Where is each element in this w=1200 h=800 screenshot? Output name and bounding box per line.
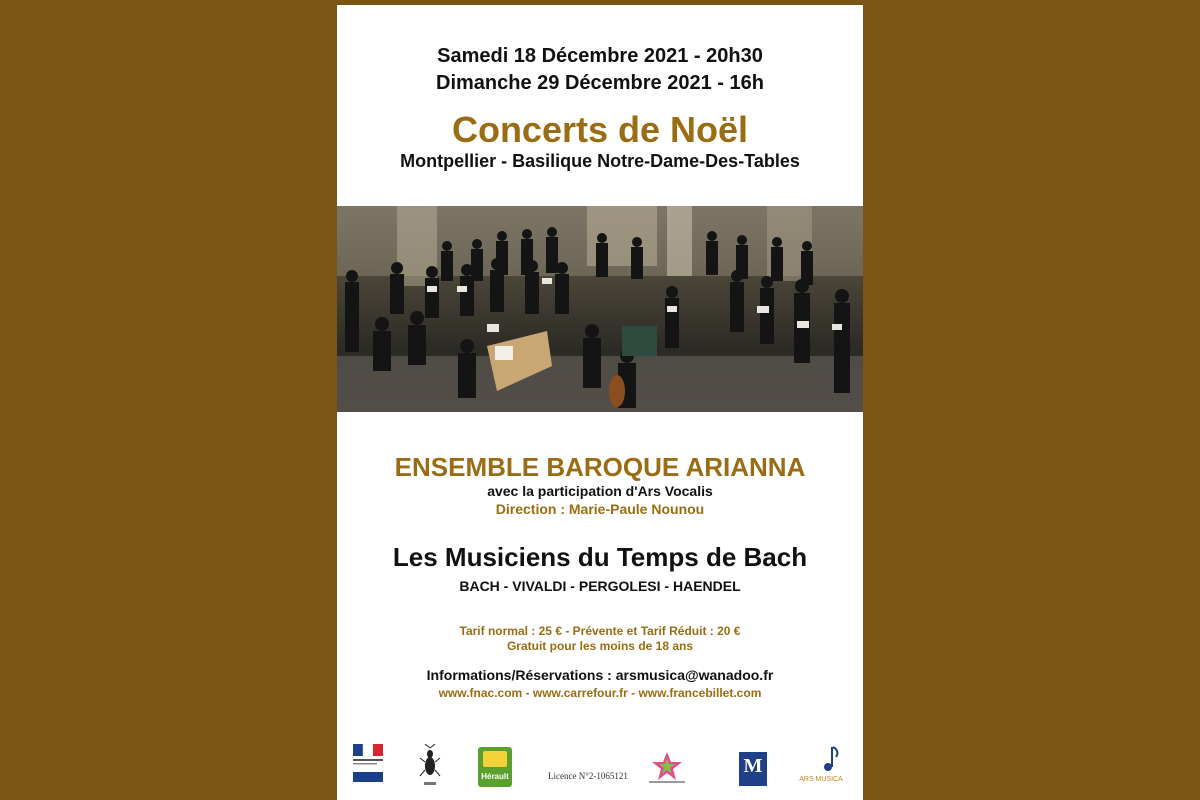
program-title: Les Musiciens du Temps de Bach — [392, 542, 808, 572]
herault-logo — [478, 747, 512, 787]
french-republic-logo — [353, 744, 383, 789]
montpellier-m-letter: M — [743, 755, 763, 777]
montpellier-metropole-logo — [647, 750, 687, 791]
insect-logo — [419, 744, 441, 797]
herault-label: Hérault — [481, 772, 509, 781]
choir-photo — [337, 206, 863, 412]
ensemble-name: ENSEMBLE BAROQUE ARIANNA — [394, 452, 806, 482]
event-title: Concerts de Noël — [451, 109, 749, 150]
venue: Montpellier - Basilique Notre-Dame-Des-Tables — [400, 151, 800, 171]
date-line-2: Dimanche 29 Décembre 2021 - 16h — [436, 72, 764, 94]
free-entry-line: Gratuit pour les moins de 18 ans — [506, 639, 694, 653]
ars-musica-label: ARS MUSICA — [799, 776, 843, 783]
reservation-info: Informations/Réservations : arsmusica@wanadoo.fr — [426, 667, 774, 683]
date-line-1: Samedi 18 Décembre 2021 - 20h30 — [437, 45, 763, 67]
direction-line: Direction : Marie-Paule Nounou — [495, 501, 705, 517]
beetle-icon — [419, 744, 441, 792]
music-note-icon — [798, 745, 844, 773]
concert-poster — [337, 5, 863, 800]
licence-number: Licence N°2-1065121 — [548, 771, 628, 781]
ticket-websites: www.fnac.com - www.carrefour.fr - www.francebillet.com — [438, 686, 762, 700]
participation-line: avec la participation d'Ars Vocalis — [487, 483, 713, 499]
composers-line: BACH - VIVALDI - PERGOLESI - HAENDEL — [459, 578, 741, 594]
star-flower-icon — [647, 750, 687, 786]
choir-photo-illustration — [337, 206, 863, 412]
herault-emblem-icon — [483, 751, 507, 767]
pricing-line: Tarif normal : 25 € - Prévente et Tarif Réduit : 20 € — [459, 624, 741, 638]
montpellier-city-logo — [739, 752, 767, 786]
ars-musica-logo — [798, 745, 844, 789]
marianne-flag-icon — [353, 744, 383, 784]
